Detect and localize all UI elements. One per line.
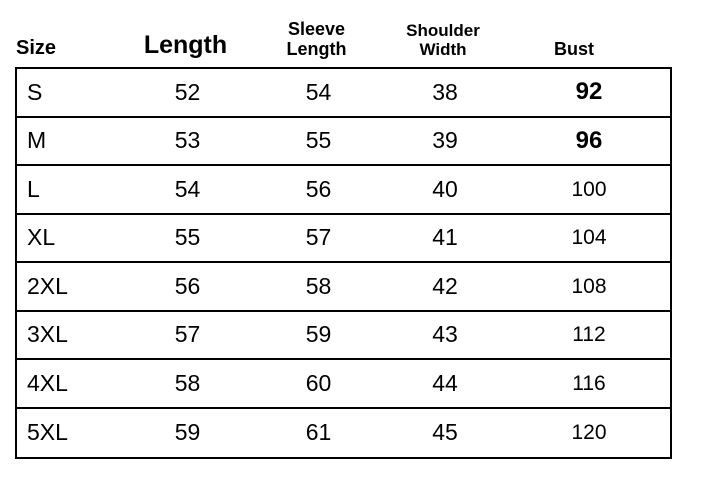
- cell-length: 57: [174, 321, 201, 348]
- cell-bust: 120: [571, 421, 607, 445]
- cell-length: 52: [174, 78, 201, 105]
- cell-bust: 116: [572, 371, 606, 395]
- cell-sleeve-length: 56: [305, 175, 332, 202]
- cell-size: 2XL: [27, 272, 68, 299]
- table-row: [17, 312, 670, 361]
- cell-sleeve-length: 61: [305, 419, 332, 446]
- column-header-length-line-1: Length: [143, 31, 228, 60]
- cell-sleeve-length: 55: [305, 127, 332, 154]
- column-header-sleeve-length-line-1: Sleeve: [287, 18, 346, 39]
- cell-shoulder-width: 43: [432, 321, 458, 348]
- column-header-length: [118, 31, 253, 66]
- table-row: [17, 69, 670, 118]
- cell-length: 56: [174, 272, 201, 299]
- cell-size: L: [27, 175, 40, 202]
- cell-bust: 104: [571, 226, 607, 250]
- cell-length: 54: [174, 175, 201, 202]
- table-row: [17, 360, 670, 409]
- cell-shoulder-width: 40: [432, 175, 458, 202]
- table-row: [17, 118, 670, 167]
- column-header-sleeve-length: [253, 19, 380, 66]
- cell-bust: 112: [572, 323, 606, 347]
- cell-sleeve-length: 60: [305, 369, 332, 396]
- cell-shoulder-width: 38: [432, 78, 458, 105]
- cell-length: 58: [174, 369, 201, 396]
- cell-size: S: [27, 78, 43, 105]
- cell-length: 59: [174, 419, 201, 446]
- table-header-row: [0, 0, 703, 66]
- cell-bust: 100: [571, 177, 607, 201]
- column-header-size: [0, 37, 118, 66]
- cell-shoulder-width: 39: [432, 127, 458, 154]
- cell-shoulder-width: 41: [432, 224, 458, 251]
- column-header-shoulder-width-line-1: Shoulder: [406, 20, 480, 40]
- table-row: [17, 166, 670, 215]
- cell-length: 53: [174, 127, 201, 154]
- column-header-shoulder-width-line-2: Width: [419, 40, 467, 60]
- cell-shoulder-width: 42: [432, 272, 458, 299]
- cell-size: M: [27, 127, 47, 154]
- column-header-bust-line-1: Bust: [554, 39, 594, 60]
- cell-shoulder-width: 45: [432, 419, 458, 446]
- cell-size: 5XL: [27, 419, 68, 446]
- cell-bust: 108: [571, 274, 607, 298]
- cell-sleeve-length: 54: [305, 78, 332, 105]
- column-header-bust: [506, 39, 696, 66]
- cell-sleeve-length: 57: [305, 224, 332, 251]
- cell-shoulder-width: 44: [432, 369, 458, 396]
- table-row: [17, 409, 670, 458]
- cell-sleeve-length: 58: [305, 272, 332, 299]
- table-row: [17, 215, 670, 264]
- size-table: [15, 67, 672, 459]
- cell-bust: 96: [575, 126, 603, 154]
- cell-size: XL: [27, 224, 56, 251]
- cell-bust: 92: [575, 78, 603, 106]
- cell-sleeve-length: 59: [305, 321, 332, 348]
- table-row: [17, 263, 670, 312]
- column-header-size-line-1: Size: [16, 37, 57, 59]
- cell-length: 55: [174, 224, 201, 251]
- cell-size: 4XL: [27, 369, 68, 396]
- cell-size: 3XL: [27, 321, 68, 348]
- column-header-sleeve-length-line-2: Length: [286, 39, 347, 60]
- column-header-shoulder-width: [380, 21, 506, 66]
